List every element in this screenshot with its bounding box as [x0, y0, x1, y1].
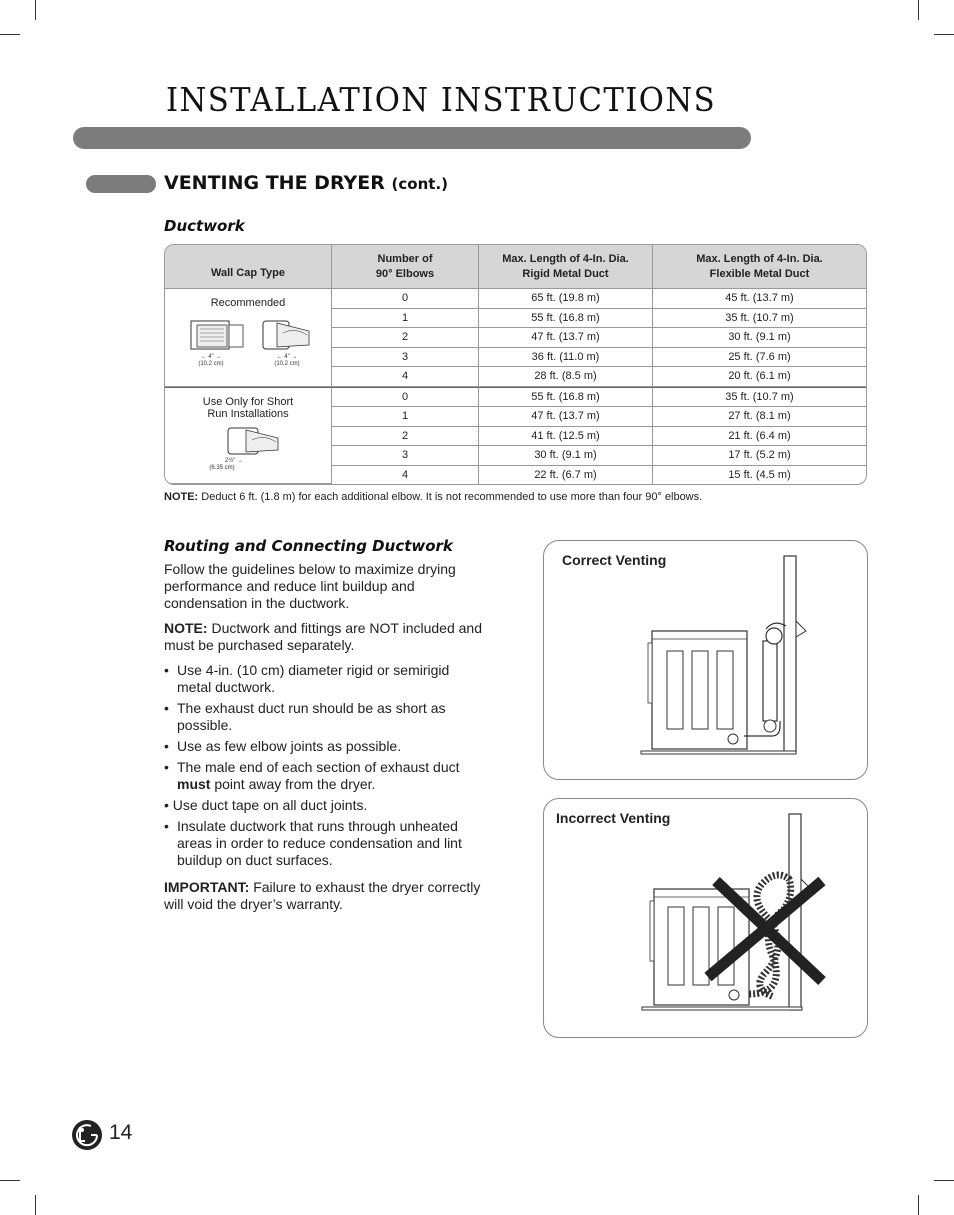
- note-label: NOTE:: [164, 620, 208, 636]
- rigid-length-cell: 36 ft. (11.0 m): [479, 348, 653, 368]
- column-header-rigid: [479, 245, 653, 289]
- list-item: • Use duct tape on all duct joints.: [164, 797, 368, 813]
- important-note: [164, 879, 484, 913]
- correct-venting-illustration: [544, 541, 867, 779]
- list-item: • The exhaust duct run should be as short as possible.: [164, 700, 484, 734]
- rigid-length-cell: 47 ft. (13.7 m): [479, 407, 653, 427]
- rigid-length-cell: 22 ft. (6.7 m): [479, 466, 653, 485]
- dim-label: ← 4" →: [276, 354, 298, 360]
- flexible-length-cell: 25 ft. (7.6 m): [653, 348, 866, 368]
- emphasis: must: [177, 776, 211, 792]
- cap-label: Use Only for Short: [202, 395, 294, 408]
- ductwork-table: [164, 244, 867, 485]
- elbows-cell: 1: [332, 309, 479, 329]
- flexible-length-cell: 30 ft. (9.1 m): [653, 328, 866, 348]
- elbows-cell: 0: [332, 387, 479, 408]
- wall-cap-recommended: [165, 289, 332, 387]
- flexible-length-cell: 35 ft. (10.7 m): [653, 387, 866, 408]
- routing-intro: Follow the guidelines below to maximize drying performance and reduce lint buildup and condensation in the ductwork.: [164, 561, 456, 611]
- list-item: • Insulate ductwork that runs through unheated areas in order to reduce condensation and lint buildup on duct surfaces.: [164, 818, 484, 869]
- elbows-cell: 3: [332, 348, 479, 368]
- note-text: Deduct 6 ft. (1.8 m) for each additional elbow. It is not recommended to use more than four 90° elbows.: [201, 491, 703, 503]
- crop-mark: [35, 1195, 36, 1215]
- rigid-length-cell: 55 ft. (16.8 m): [479, 309, 653, 329]
- dim-label: (10.2 cm): [274, 361, 300, 367]
- list-item-text: point away from the dryer.: [210, 776, 376, 792]
- routing-heading: Routing and Connecting Ductwork: [164, 537, 453, 555]
- flexible-length-cell: 27 ft. (8.1 m): [653, 407, 866, 427]
- crop-mark: [0, 1180, 20, 1181]
- correct-venting-figure: [543, 540, 868, 780]
- list-item: • Use 4-in. (10 cm) diameter rigid or semirigid metal ductwork.: [164, 662, 484, 696]
- elbows-cell: 2: [332, 328, 479, 348]
- table-row: [165, 387, 866, 408]
- important-label: IMPORTANT:: [164, 879, 250, 895]
- header-line: Rigid Metal Duct: [522, 267, 609, 280]
- flexible-length-cell: 45 ft. (13.7 m): [653, 289, 866, 309]
- section-title: VENTING THE DRYER: [164, 172, 385, 194]
- column-header-wall-cap: Wall Cap Type: [165, 245, 332, 289]
- rigid-length-cell: 30 ft. (9.1 m): [479, 446, 653, 466]
- incorrect-venting-label: Incorrect Venting: [556, 810, 671, 826]
- correct-venting-label: Correct Venting: [562, 552, 667, 568]
- crop-mark: [35, 0, 36, 20]
- header-line: Max. Length of 4-In. Dia.: [502, 252, 629, 265]
- important-text: Failure to exhaust the dryer correctly will void the dryer’s warranty.: [164, 879, 481, 912]
- title-bar: [73, 127, 751, 149]
- header-line: Max. Length of 4-In. Dia.: [696, 252, 823, 265]
- flexible-length-cell: 15 ft. (4.5 m): [728, 468, 791, 481]
- elbows-cell: 2: [332, 427, 479, 447]
- list-item: • Use as few elbow joints as possible.: [164, 738, 484, 755]
- incorrect-venting-figure: [543, 798, 868, 1038]
- rigid-length-cell: 41 ft. (12.5 m): [479, 427, 653, 447]
- column-header-elbows: [332, 245, 479, 289]
- header-line: 90° Elbows: [375, 267, 435, 280]
- elbows-cell: 4: [332, 367, 479, 387]
- dim-label: (10.2 cm): [198, 361, 224, 367]
- elbows-cell: 0: [332, 289, 479, 309]
- table-note: [164, 491, 702, 503]
- flexible-length-cell: 21 ft. (6.4 m): [653, 427, 866, 447]
- incorrect-venting-illustration: [544, 799, 867, 1037]
- page-title: INSTALLATION INSTRUCTIONS: [166, 80, 717, 119]
- crop-mark: [934, 34, 954, 35]
- crop-mark: [918, 0, 919, 20]
- wall-cap-illustration: [188, 424, 308, 474]
- list-item: [164, 759, 484, 793]
- dim-label: ← 4" →: [200, 354, 222, 360]
- rigid-length-cell: 65 ft. (19.8 m): [479, 289, 653, 309]
- dim-label: 2½" →: [224, 457, 244, 464]
- elbows-cell: 3: [332, 446, 479, 466]
- note-text: Ductwork and fittings are NOT included and must be purchased separately.: [164, 620, 482, 653]
- header-line: Flexible Metal Duct: [709, 267, 810, 280]
- ductwork-heading: Ductwork: [164, 217, 245, 235]
- page-number: 14: [109, 1121, 133, 1144]
- wall-cap-short-run: [165, 387, 332, 485]
- section-pill: [86, 175, 156, 193]
- flexible-length-cell: 35 ft. (10.7 m): [653, 309, 866, 329]
- header-line: Number of: [377, 252, 433, 265]
- rigid-length-cell: 28 ft. (8.5 m): [479, 367, 653, 387]
- cap-label: Run Installations: [207, 407, 289, 420]
- wall-cap-illustration: [173, 317, 323, 369]
- elbows-cell: 4: [332, 466, 479, 485]
- section-cont: (cont.): [391, 175, 449, 193]
- elbows-cell: 1: [332, 407, 479, 427]
- rigid-length-cell: 55 ft. (16.8 m): [479, 387, 653, 408]
- routing-note: [164, 620, 484, 654]
- crop-mark: [0, 34, 20, 35]
- section-heading: [164, 172, 448, 194]
- lg-logo-icon: [71, 1119, 103, 1151]
- dim-label: (6.35 cm): [209, 464, 235, 471]
- routing-body: [164, 561, 484, 921]
- guideline-list: [164, 662, 484, 869]
- crop-mark: [918, 1195, 919, 1215]
- crop-mark: [934, 1180, 954, 1181]
- note-label: NOTE:: [164, 491, 199, 503]
- flexible-length-cell: 17 ft. (5.2 m): [653, 446, 866, 466]
- table-row: [165, 289, 866, 309]
- flexible-length-cell: 20 ft. (6.1 m): [653, 367, 866, 387]
- cap-label: Recommended: [210, 297, 286, 309]
- column-header-flexible: [653, 245, 866, 289]
- list-item-text: The male end of each section of exhaust duct: [177, 759, 460, 775]
- rigid-length-cell: 47 ft. (13.7 m): [479, 328, 653, 348]
